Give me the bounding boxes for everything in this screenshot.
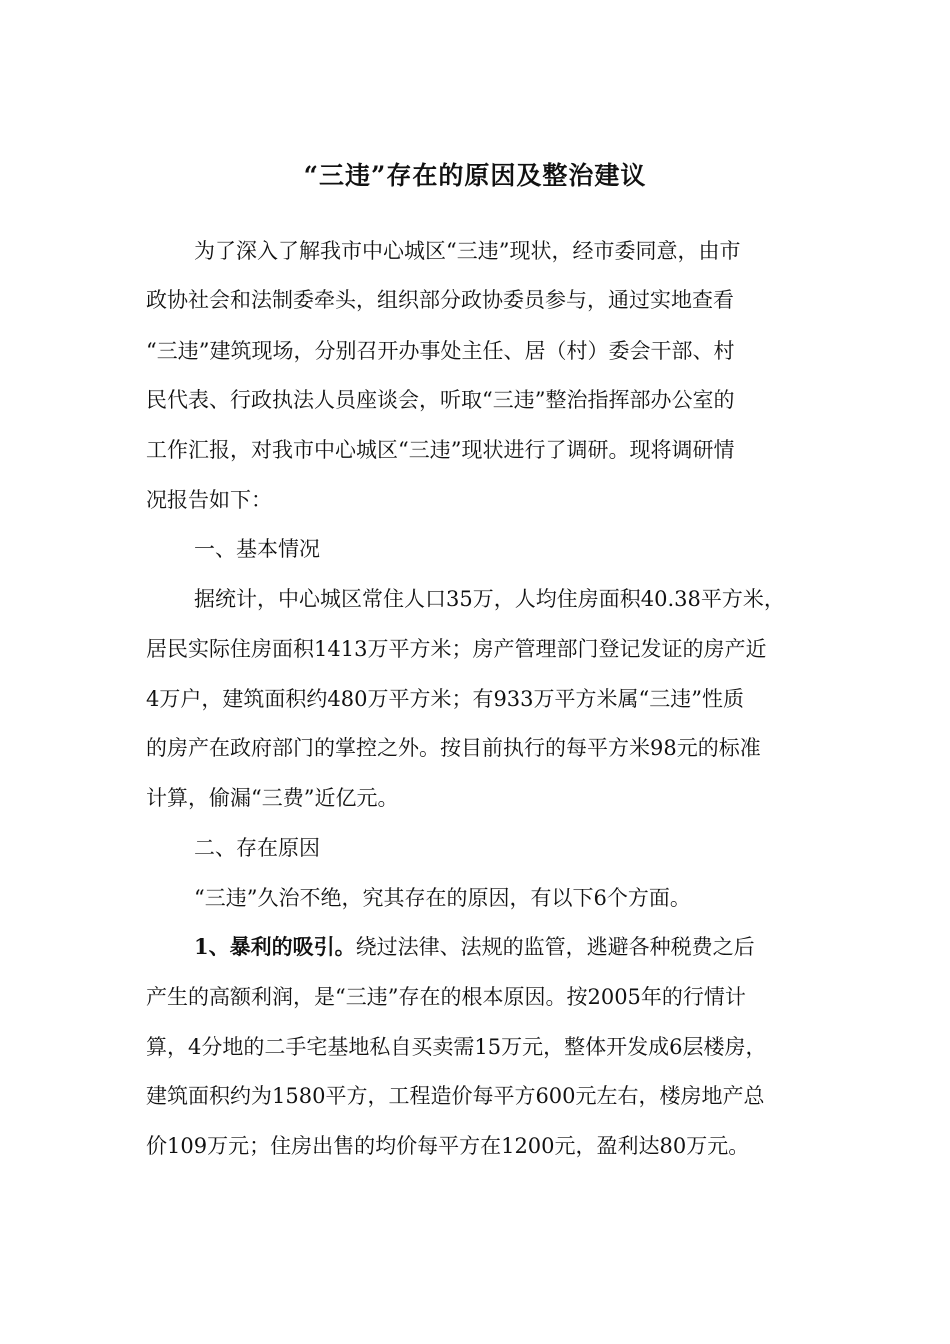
point1-line-3: 算，4分地的二手宅基地私自买卖需15万元，整体开发成6层楼房， bbox=[146, 1035, 767, 1059]
intro-line-5: 工作汇报，对我市中心城区“三违”现状进行了调研。现将调研情 bbox=[146, 438, 735, 462]
point1-line-4: 建筑面积约为1580平方，工程造价每平方600元左右，楼房地产总 bbox=[146, 1084, 765, 1108]
intro-line-3: “三违”建筑现场，分别召开办事处主任、居（村）委会干部、村 bbox=[146, 339, 735, 363]
section1-line-2: 居民实际住房面积1413万平方米；房产管理部门登记发证的房产近 bbox=[146, 637, 767, 661]
point1-line-2: 产生的高额利润，是“三违”存在的根本原因。按2005年的行情计 bbox=[146, 985, 746, 1009]
point1-first-line bbox=[194, 932, 755, 962]
section2-intro-line: “三违”久治不绝，究其存在的原因，有以下6个方面。 bbox=[194, 886, 691, 910]
section-heading-basic-situation: 一、基本情况 bbox=[194, 537, 320, 561]
section1-line-5: 计算，偷漏“三费”近亿元。 bbox=[146, 786, 399, 810]
section-heading-causes: 二、存在原因 bbox=[194, 836, 320, 860]
section1-line-3: 4万户，建筑面积约480万平方米；有933万平方米属“三违”性质 bbox=[146, 687, 744, 711]
section1-line-1: 据统计，中心城区常住人口35万，人均住房面积40.38平方米， bbox=[194, 587, 785, 611]
intro-line-2: 政协社会和法制委牵头，组织部分政协委员参与，通过实地查看 bbox=[146, 288, 734, 312]
point1-label: 1、暴利的吸引。 bbox=[194, 934, 356, 959]
intro-line-1: 为了深入了解我市中心城区“三违”现状，经市委同意，由市 bbox=[194, 239, 741, 263]
document-title: “三违”存在的原因及整治建议 bbox=[303, 161, 647, 190]
intro-line-6: 况报告如下： bbox=[146, 488, 272, 512]
intro-line-4: 民代表、行政执法人员座谈会，听取“三违”整治指挥部办公室的 bbox=[146, 388, 735, 412]
section1-line-4: 的房产在政府部门的掌控之外。按目前执行的每平方米98元的标准 bbox=[146, 736, 761, 760]
point1-first-line-rest: 绕过法律、法规的监管，逃避各种税费之后 bbox=[355, 935, 755, 959]
point1-line-5: 价109万元；住房出售的均价每平方在1200元，盈利达80万元。 bbox=[146, 1134, 750, 1158]
